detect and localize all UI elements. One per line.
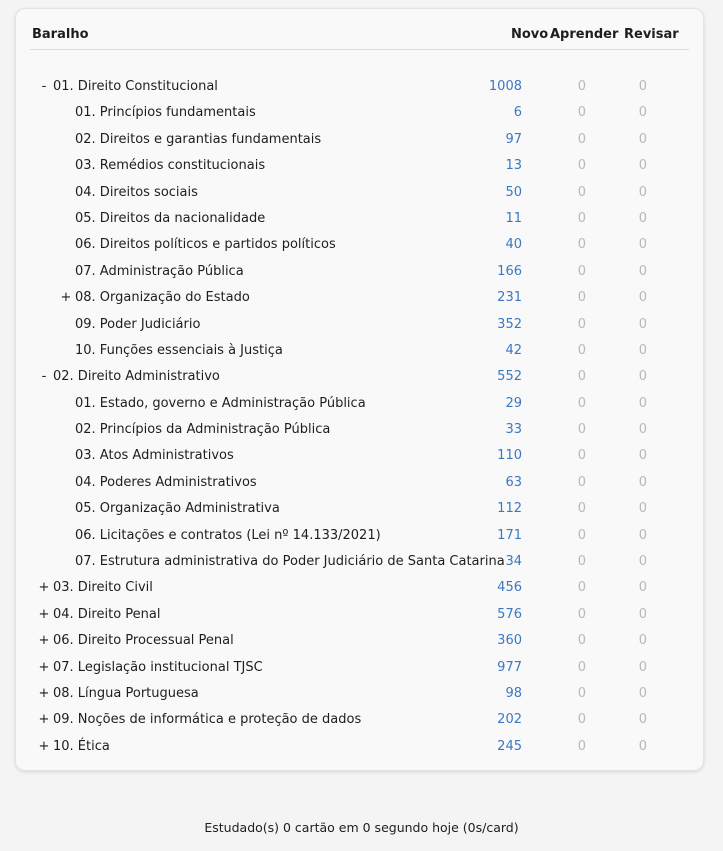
expand-toggle[interactable]: +: [38, 633, 50, 649]
deck-name-link[interactable]: 01. Princípios fundamentais: [75, 105, 256, 121]
deck-row[interactable]: [16, 443, 703, 469]
deck-name-link[interactable]: 04. Direitos sociais: [75, 184, 198, 200]
new-count: 11: [505, 210, 522, 226]
learn-count: 0: [577, 448, 586, 464]
expand-toggle[interactable]: +: [38, 659, 50, 675]
review-count: 0: [638, 290, 647, 306]
new-count: 33: [505, 422, 522, 438]
new-count: 50: [505, 184, 522, 200]
new-count: 13: [505, 158, 522, 174]
review-count: 0: [638, 554, 647, 570]
deck-row[interactable]: [16, 338, 703, 364]
column-header-learn: Aprender: [550, 27, 619, 42]
learn-count: 0: [577, 580, 586, 596]
expand-toggle[interactable]: +: [38, 606, 50, 622]
deck-row[interactable]: [16, 575, 703, 601]
deck-list-card: [15, 8, 704, 771]
deck-name-link[interactable]: 03. Direito Civil: [53, 580, 153, 596]
deck-row[interactable]: [16, 496, 703, 522]
learn-count: 0: [577, 633, 586, 649]
new-count: 98: [505, 685, 522, 701]
new-count: 977: [497, 659, 522, 675]
deck-name-link[interactable]: 06. Licitações e contratos (Lei nº 14.133/2021): [75, 527, 381, 543]
learn-count: 0: [577, 554, 586, 570]
learn-count: 0: [577, 369, 586, 385]
deck-name-link[interactable]: 02. Direitos e garantias fundamentais: [75, 131, 322, 147]
new-count: 6: [513, 105, 522, 121]
deck-name-link[interactable]: 06. Direitos políticos e partidos políticos: [75, 237, 336, 253]
deck-row[interactable]: [16, 206, 703, 232]
deck-name-link[interactable]: 04. Direito Penal: [53, 606, 161, 622]
deck-rows: [16, 74, 703, 760]
new-count: 110: [497, 448, 522, 464]
learn-count: 0: [577, 501, 586, 517]
learn-count: 0: [577, 474, 586, 490]
review-count: 0: [638, 633, 647, 649]
deck-row[interactable]: [16, 364, 703, 390]
new-count: 202: [497, 712, 522, 728]
new-count: 63: [505, 474, 522, 490]
deck-name-link[interactable]: 08. Organização do Estado: [75, 290, 250, 306]
deck-row[interactable]: [16, 470, 703, 496]
learn-count: 0: [577, 422, 586, 438]
deck-row[interactable]: [16, 602, 703, 628]
review-count: 0: [638, 316, 647, 332]
deck-row[interactable]: [16, 74, 703, 100]
learn-count: 0: [577, 105, 586, 121]
deck-name-link[interactable]: 08. Língua Portuguesa: [53, 685, 199, 701]
new-count: 456: [497, 580, 522, 596]
deck-row[interactable]: [16, 100, 703, 126]
learn-count: 0: [577, 316, 586, 332]
review-count: 0: [638, 79, 647, 94]
deck-row[interactable]: [16, 707, 703, 733]
learn-count: 0: [577, 237, 586, 253]
new-count: 97: [505, 131, 522, 147]
deck-row[interactable]: [16, 523, 703, 549]
learn-count: 0: [577, 79, 586, 94]
expand-toggle[interactable]: +: [38, 580, 50, 596]
new-count: 352: [497, 316, 522, 332]
new-count: 360: [497, 633, 522, 649]
deck-row[interactable]: [16, 259, 703, 285]
review-count: 0: [638, 237, 647, 253]
learn-count: 0: [577, 342, 586, 358]
review-count: 0: [638, 606, 647, 622]
review-count: 0: [638, 685, 647, 701]
new-count: 576: [497, 606, 522, 622]
deck-name-link[interactable]: 07. Estrutura administrativa do Poder Judiciário de Santa Catarina: [75, 554, 505, 570]
review-count: 0: [638, 527, 647, 543]
deck-row[interactable]: [16, 417, 703, 443]
deck-row[interactable]: [16, 681, 703, 707]
deck-row[interactable]: [16, 655, 703, 681]
new-count: 166: [497, 263, 522, 279]
review-count: 0: [638, 342, 647, 358]
deck-name-link[interactable]: 03. Atos Administrativos: [75, 448, 234, 464]
learn-count: 0: [577, 290, 586, 306]
deck-name-link[interactable]: 09. Poder Judiciário: [75, 316, 201, 332]
new-count: 29: [505, 395, 522, 411]
deck-name-link[interactable]: 05. Organização Administrativa: [75, 501, 280, 517]
deck-name-link[interactable]: 10. Funções essenciais à Justiça: [75, 342, 283, 358]
new-count: 171: [497, 527, 522, 543]
new-count: 42: [505, 342, 522, 358]
learn-count: 0: [577, 659, 586, 675]
learn-count: 0: [577, 527, 586, 543]
deck-row[interactable]: [16, 312, 703, 338]
study-summary: Estudado(s) 0 cartão em 0 segundo hoje (0s/card): [204, 820, 519, 835]
review-count: 0: [638, 210, 647, 226]
deck-name-link[interactable]: 06. Direito Processual Penal: [53, 633, 234, 649]
review-count: 0: [638, 659, 647, 675]
expand-toggle[interactable]: +: [38, 712, 50, 728]
learn-count: 0: [577, 712, 586, 728]
deck-name-link[interactable]: 10. Ética: [53, 738, 110, 754]
column-header-deck: Baralho: [32, 27, 89, 42]
new-count: 552: [497, 369, 522, 385]
learn-count: 0: [577, 395, 586, 411]
deck-row[interactable]: [16, 127, 703, 153]
review-count: 0: [638, 105, 647, 121]
review-count: 0: [638, 474, 647, 490]
review-count: 0: [638, 580, 647, 596]
deck-name-link[interactable]: 05. Direitos da nacionalidade: [75, 210, 266, 226]
review-count: 0: [638, 131, 647, 147]
review-count: 0: [638, 712, 647, 728]
deck-row[interactable]: [16, 232, 703, 258]
deck-row[interactable]: [16, 391, 703, 417]
collapse-toggle[interactable]: -: [41, 79, 47, 94]
deck-name-link[interactable]: 07. Administração Pública: [75, 263, 244, 279]
column-header-review: Revisar: [624, 27, 679, 42]
learn-count: 0: [577, 738, 586, 754]
review-count: 0: [638, 422, 647, 438]
deck-name-link[interactable]: 01. Direito Constitucional: [53, 79, 218, 94]
review-count: 0: [638, 158, 647, 174]
deck-row[interactable]: [16, 628, 703, 654]
deck-name-link[interactable]: 07. Legislação institucional TJSC: [53, 659, 263, 675]
new-count: 34: [505, 554, 522, 570]
new-count: 245: [497, 738, 522, 754]
review-count: 0: [638, 501, 647, 517]
deck-name-link[interactable]: 03. Remédios constitucionais: [75, 158, 266, 174]
deck-row[interactable]: [16, 734, 703, 760]
expand-toggle[interactable]: +: [38, 685, 50, 701]
review-count: 0: [638, 738, 647, 754]
expand-toggle[interactable]: +: [38, 738, 50, 754]
learn-count: 0: [577, 131, 586, 147]
review-count: 0: [638, 369, 647, 385]
deck-row[interactable]: [16, 180, 703, 206]
review-count: 0: [638, 263, 647, 279]
learn-count: 0: [577, 184, 586, 200]
review-count: 0: [638, 395, 647, 411]
deck-row[interactable]: [16, 285, 703, 311]
column-header-new: Novo: [511, 27, 549, 42]
deck-name-link[interactable]: 02. Princípios da Administração Pública: [75, 422, 331, 438]
new-count: 112: [497, 501, 522, 517]
collapse-toggle[interactable]: -: [41, 369, 47, 385]
expand-toggle[interactable]: +: [60, 290, 72, 306]
learn-count: 0: [577, 685, 586, 701]
deck-name-link[interactable]: 04. Poderes Administrativos: [75, 474, 257, 490]
review-count: 0: [638, 184, 647, 200]
learn-count: 0: [577, 210, 586, 226]
deck-row[interactable]: [16, 153, 703, 179]
learn-count: 0: [577, 263, 586, 279]
learn-count: 0: [577, 158, 586, 174]
learn-count: 0: [577, 606, 586, 622]
review-count: 0: [638, 448, 647, 464]
new-count: 40: [505, 237, 522, 253]
deck-name-link[interactable]: 02. Direito Administrativo: [53, 369, 220, 385]
deck-name-link[interactable]: 01. Estado, governo e Administração Pública: [75, 395, 366, 411]
new-count: 1008: [488, 79, 522, 94]
deck-row[interactable]: [16, 549, 703, 575]
deck-name-link[interactable]: 09. Noções de informática e proteção de dados: [53, 712, 362, 728]
deck-table-header: [30, 9, 689, 50]
new-count: 231: [497, 290, 522, 306]
